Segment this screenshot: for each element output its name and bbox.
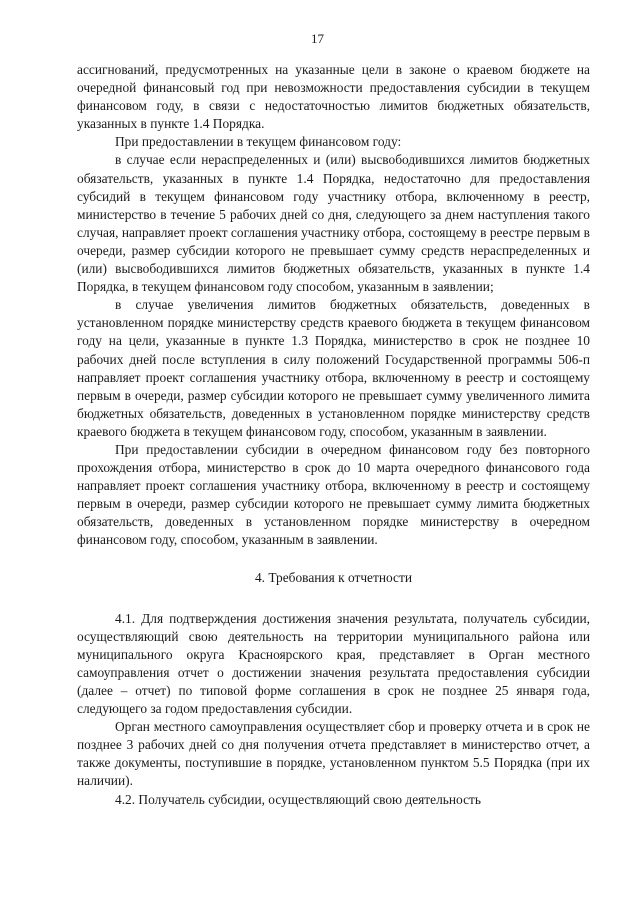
paragraph-current-year-intro: При предоставлении в текущем финансовом году: — [115, 134, 402, 150]
document-body — [77, 61, 590, 809]
section-heading: 4. Требования к отчетности — [254, 569, 413, 585]
paragraph-local-government: Орган местного самоуправления осуществляет сбор и проверку отчета и в срок не позднее 3 рабочих дней со дня получения отчета представляет в министерство отчет, а также документы, поступившие в порядке, установленном пунктом 5.5 Порядка (при их наличии). — [77, 719, 590, 789]
paragraph-next-year: При предоставлении субсидии в очередном финансовом году без повторного прохождения отбора, министерство в срок до 10 марта очередного финансового года направляет проект соглашения участнику отбора, включенному в реестр и состоящему первым в очереди, размер субсидии которого не превышает сумму лимита бюджетных обязательств, доведенных в установленном порядке министерству в очередном финансовом году, способом, указанным в заявлении. — [77, 441, 590, 548]
page-number: 17 — [311, 31, 324, 46]
paragraph-insufficient-limits: в случае если нераспределенных и (или) высвободившихся лимитов бюджетных обязательств, указанных в пункте 1.4 Порядка, недостаточно для предоставления субсидий в текущем финансовом году участнику отбора, включенному в реестр, министерство в течение 5 рабочих дней со дня, следующего за днем наступления такого случая, направляет проект соглашения участнику отбора, состоящему в реестре первым в очереди, размер субсидии которого не превышает сумму средств нераспределенных и (или) высвободившихся лимитов бюджетных обязательств, указанных в пункте 1.4 Порядка, в текущем финансовом году способом, указанным в заявлении; — [77, 152, 590, 295]
paragraph-continuation: ассигнований, предусмотренных на указанные цели в законе о краевом бюджете на очередной финансовый год при невозможности предоставления субсидии в текущем финансовом году, в связи с недостаточностью лимитов бюджетных обязательств, указанных в пункте 1.4 Порядка. — [77, 62, 590, 132]
paragraph-increased-limits: в случае увеличения лимитов бюджетных обязательств, доведенных в установленном порядке министерству средств краевого бюджета в текущем финансовом году на цели, указанные в пункте 1.3 Порядка, министерство в срок не позднее 10 рабочих дней после вступления в силу положений Государственной программы 506-п направляет проект соглашения участнику отбора, включенному в реестр и состоящему первым в очереди, размер субсидии которого не превышает сумму увеличенного лимита бюджетных обязательств, доведенных в установленном порядке министерству средств краевого бюджета в текущем финансовом году, способом, указанным в заявлении. — [77, 297, 590, 439]
paragraph-4-2: 4.2. Получатель субсидии, осуществляющий свою деятельность — [115, 791, 481, 807]
paragraph-4-1: 4.1. Для подтверждения достижения значения результата, получатель субсидии, осуществляющий свою деятельность на территории муниципального района или муниципального округа Красноярского края, представляет в Орган местного самоуправления отчет о достижении значения результата предоставления субсидии (далее – отчет) по типовой форме соглашения в срок не позднее 25 января года, следующего за годом предоставления субсидии. — [77, 610, 590, 717]
